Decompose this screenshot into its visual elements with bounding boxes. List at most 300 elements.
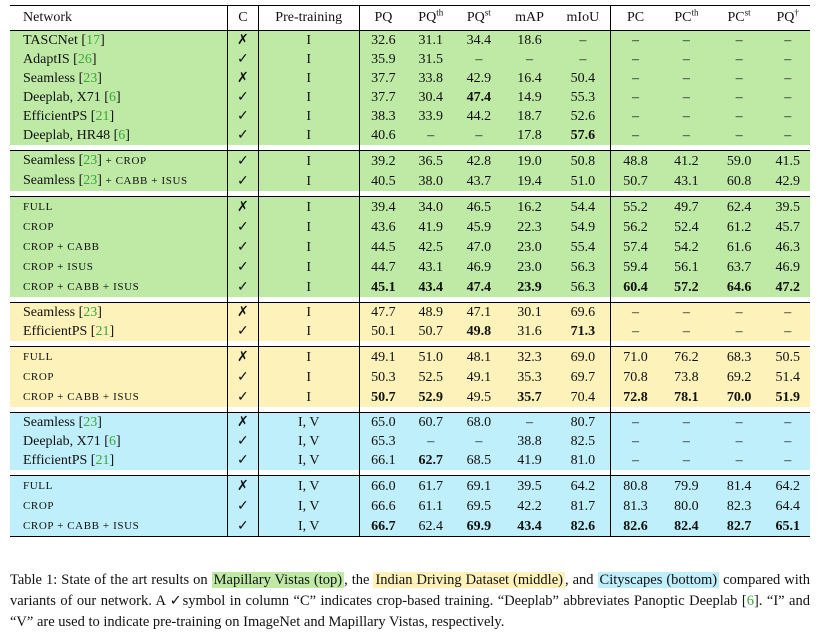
metric-cell: 60.7	[407, 413, 455, 433]
metric-cell: 43.7	[455, 171, 504, 191]
citation-link[interactable]: 6	[108, 434, 116, 449]
network-name: Seamless	[23, 173, 76, 188]
table-row	[10, 303, 810, 323]
metric-cell: 50.3	[359, 367, 407, 387]
pretraining-cell: I, V	[258, 516, 359, 537]
metric-cell: 44.2	[455, 107, 504, 126]
metric-cell: 69.6	[556, 303, 611, 323]
metric-cell: –	[765, 107, 810, 126]
crop-check-icon: ✓	[228, 451, 258, 470]
table-row	[10, 322, 810, 341]
metric-cell: 82.4	[660, 516, 713, 537]
metric-cell: 41.9	[407, 217, 455, 237]
metric-cell: 37.7	[359, 88, 407, 107]
metric-cell: –	[503, 413, 556, 433]
table-row	[10, 50, 810, 69]
metric-cell: –	[713, 413, 766, 433]
metric-cell: 51.0	[556, 171, 611, 191]
metric-cell: 19.0	[503, 151, 556, 172]
metric-cell: –	[660, 88, 713, 107]
metric-cell: 39.5	[503, 476, 556, 497]
pretraining-cell: I	[258, 347, 359, 368]
table-row	[10, 387, 810, 407]
metric-cell: 71.0	[610, 347, 660, 368]
metric-cell: 47.4	[455, 277, 504, 297]
metric-cell: 52.9	[407, 387, 455, 407]
table-row	[10, 151, 810, 172]
column-header-11	[765, 6, 810, 31]
metric-cell: 31.1	[407, 31, 455, 51]
metric-cell: 62.4	[713, 197, 766, 218]
metric-cell: 78.1	[660, 387, 713, 407]
table-row	[10, 257, 810, 277]
metric-cell: –	[765, 88, 810, 107]
column-header-1	[228, 6, 258, 31]
column-header-superscript: th	[436, 7, 444, 18]
metric-cell: 50.8	[556, 151, 611, 172]
pretraining-cell: I	[258, 69, 359, 88]
metric-cell: 50.7	[359, 387, 407, 407]
metric-cell: 52.5	[407, 367, 455, 387]
column-header-superscript: †	[794, 7, 799, 18]
metric-cell: –	[660, 50, 713, 69]
metric-cell: 23.9	[503, 277, 556, 297]
metric-cell: –	[455, 126, 504, 145]
metric-cell: 52.6	[556, 107, 611, 126]
metric-cell: 31.5	[407, 50, 455, 69]
metric-cell: 59.0	[713, 151, 766, 172]
network-cell	[10, 387, 228, 407]
metric-cell: –	[660, 107, 713, 126]
network-name: CROP + ISUS	[23, 261, 94, 273]
table-row	[10, 516, 810, 537]
table-row	[10, 451, 810, 470]
network-cell: Seamless [23] + CROP	[10, 151, 228, 172]
pretraining-cell: I	[258, 303, 359, 323]
metric-cell: 34.4	[455, 31, 504, 51]
metric-cell: 42.9	[455, 69, 504, 88]
crop-cross-icon: ✗	[228, 31, 258, 51]
metric-cell: 43.1	[407, 257, 455, 277]
caption-highlight-cityscapes: Cityscapes (bottom)	[599, 572, 718, 588]
metric-cell: 44.5	[359, 237, 407, 257]
pretraining-cell: I	[258, 322, 359, 341]
table-row	[10, 237, 810, 257]
crop-check-icon: ✓	[228, 367, 258, 387]
caption-citation[interactable]: 6	[746, 593, 754, 609]
metric-cell: 18.6	[503, 31, 556, 51]
metric-cell: –	[610, 451, 660, 470]
caption-part-1: Table 1: State of the art results on	[10, 572, 208, 588]
metric-cell: –	[660, 322, 713, 341]
caption-part-5: ]. “I” and “V” are used to indicate pre-training on ImageNet and Mapillary Vistas, respectively.	[10, 593, 810, 630]
metric-cell: 48.8	[610, 151, 660, 172]
column-header-label: PC	[626, 10, 645, 25]
metric-cell: –	[610, 303, 660, 323]
pretraining-cell: I	[258, 107, 359, 126]
metric-cell: 38.0	[407, 171, 455, 191]
table-row	[10, 107, 810, 126]
metric-cell: 54.4	[556, 197, 611, 218]
caption-highlight-idd: Indian Driving Dataset (middle)	[375, 572, 563, 588]
metric-cell: –	[765, 413, 810, 433]
metric-cell: 61.1	[407, 496, 455, 516]
metric-cell: 65.0	[359, 413, 407, 433]
metric-cell: –	[556, 31, 611, 51]
metric-cell: –	[407, 432, 455, 451]
metric-cell: 47.1	[455, 303, 504, 323]
column-header-2	[258, 6, 359, 31]
crop-cross-icon: ✗	[228, 476, 258, 497]
pretraining-cell: I, V	[258, 451, 359, 470]
metric-cell: 69.7	[556, 367, 611, 387]
metric-cell: 69.5	[455, 496, 504, 516]
metric-cell: –	[713, 303, 766, 323]
metric-cell: 38.8	[503, 432, 556, 451]
column-header-0	[10, 6, 228, 31]
caption-part-2: , the	[344, 572, 370, 588]
metric-cell: 45.9	[455, 217, 504, 237]
citation-link[interactable]: 6	[108, 90, 116, 105]
column-header-label: PC	[727, 10, 745, 25]
table-row	[10, 277, 810, 297]
metric-cell: 47.4	[455, 88, 504, 107]
metric-cell: 45.1	[359, 277, 407, 297]
network-name: EfficientPS	[23, 109, 88, 124]
table-row	[10, 347, 810, 368]
metric-cell: 80.8	[610, 476, 660, 497]
network-name: EfficientPS	[23, 453, 88, 468]
metric-cell: 49.5	[455, 387, 504, 407]
crop-check-icon: ✓	[228, 171, 258, 191]
metric-cell: –	[610, 69, 660, 88]
metric-cell: 50.7	[407, 322, 455, 341]
table-body	[10, 31, 810, 537]
citation-link[interactable]: 17	[86, 33, 101, 48]
metric-cell: 45.7	[765, 217, 810, 237]
metric-cell: 50.4	[556, 69, 611, 88]
metric-cell: 54.9	[556, 217, 611, 237]
caption-highlight-mapillary: Mapillary Vistas (top)	[213, 572, 343, 588]
pretraining-cell: I	[258, 171, 359, 191]
metric-cell: –	[503, 50, 556, 69]
citation-link[interactable]: 23	[83, 71, 98, 86]
metric-cell: –	[660, 303, 713, 323]
network-name: CROP	[23, 500, 55, 512]
network-cell	[10, 197, 228, 218]
metric-cell: 64.4	[765, 496, 810, 516]
metric-cell: 43.1	[660, 171, 713, 191]
metric-cell: 46.9	[765, 257, 810, 277]
table-header-row	[10, 6, 810, 31]
column-header-label: C	[238, 10, 248, 25]
table-row	[10, 197, 810, 218]
table-row	[10, 217, 810, 237]
results-table-container	[10, 5, 810, 537]
metric-cell: 49.1	[359, 347, 407, 368]
network-name: CROP	[23, 371, 55, 383]
metric-cell: 19.4	[503, 171, 556, 191]
metric-cell: 57.6	[556, 126, 611, 145]
metric-cell: 41.5	[765, 151, 810, 172]
metric-cell: 64.6	[713, 277, 766, 297]
metric-cell: 23.0	[503, 257, 556, 277]
metric-cell: –	[713, 451, 766, 470]
crop-check-icon: ✓	[228, 277, 258, 297]
metric-cell: 81.4	[713, 476, 766, 497]
metric-cell: –	[660, 413, 713, 433]
pretraining-cell: I	[258, 277, 359, 297]
crop-cross-icon: ✗	[228, 197, 258, 218]
network-cell	[10, 476, 228, 497]
citation-link[interactable]: 21	[95, 453, 110, 468]
crop-cross-icon: ✗	[228, 303, 258, 323]
column-header-superscript: st	[744, 7, 751, 18]
metric-cell: 48.9	[407, 303, 455, 323]
pretraining-cell: I	[258, 237, 359, 257]
metric-cell: 47.2	[765, 277, 810, 297]
network-name: Seamless	[23, 71, 76, 86]
crop-cross-icon: ✗	[228, 347, 258, 368]
metric-cell: –	[660, 69, 713, 88]
metric-cell: –	[765, 322, 810, 341]
metric-cell: –	[713, 69, 766, 88]
crop-check-icon: ✓	[228, 496, 258, 516]
network-cell	[10, 367, 228, 387]
metric-cell: 50.1	[359, 322, 407, 341]
network-cell: EfficientPS [21]	[10, 107, 228, 126]
crop-check-icon: ✓	[228, 151, 258, 172]
column-header-label: PQ	[776, 10, 795, 25]
metric-cell: 41.9	[503, 451, 556, 470]
metric-cell: 40.6	[359, 126, 407, 145]
metric-cell: 46.9	[455, 257, 504, 277]
metric-cell: 55.4	[556, 237, 611, 257]
metric-cell: 48.1	[455, 347, 504, 368]
column-header-4	[407, 6, 455, 31]
column-header-9	[660, 6, 713, 31]
metric-cell: 68.5	[455, 451, 504, 470]
citation-link[interactable]: 23	[83, 153, 98, 168]
metric-cell: 31.6	[503, 322, 556, 341]
metric-cell: 50.5	[765, 347, 810, 368]
citation-link[interactable]: 23	[83, 305, 98, 320]
network-name: Deeplab, HR48	[23, 128, 111, 143]
column-header-label: Pre-training	[275, 10, 343, 25]
crop-check-icon: ✓	[228, 88, 258, 107]
metric-cell: –	[660, 432, 713, 451]
metric-cell: 66.6	[359, 496, 407, 516]
metric-cell: 23.0	[503, 237, 556, 257]
metric-cell: 49.8	[455, 322, 504, 341]
metric-cell: 82.5	[556, 432, 611, 451]
metric-cell: 79.9	[660, 476, 713, 497]
metric-cell: 59.4	[610, 257, 660, 277]
citation-link[interactable]: 26	[77, 52, 92, 67]
network-cell	[10, 277, 228, 297]
network-name: CROP + CABB + ISUS	[23, 520, 140, 532]
crop-check-icon: ✓	[228, 107, 258, 126]
metric-cell: 39.4	[359, 197, 407, 218]
metric-cell: 57.4	[610, 237, 660, 257]
pretraining-cell: I	[258, 50, 359, 69]
metric-cell: 30.1	[503, 303, 556, 323]
metric-cell: 61.2	[713, 217, 766, 237]
column-header-label: PC	[674, 10, 692, 25]
citation-link[interactable]: 23	[83, 415, 98, 430]
metric-cell: 82.6	[610, 516, 660, 537]
metric-cell: 66.7	[359, 516, 407, 537]
network-cell: EfficientPS [21]	[10, 451, 228, 470]
network-cell: Deeplab, X71 [6]	[10, 88, 228, 107]
metric-cell: 51.4	[765, 367, 810, 387]
metric-cell: –	[660, 126, 713, 145]
metric-cell: 73.8	[660, 367, 713, 387]
metric-cell: 60.4	[610, 277, 660, 297]
metric-cell: 43.4	[407, 277, 455, 297]
network-variant: + CABB + ISUS	[105, 175, 188, 187]
metric-cell: 35.9	[359, 50, 407, 69]
citation-link[interactable]: 23	[83, 173, 98, 188]
metric-cell: 34.0	[407, 197, 455, 218]
metric-cell: 61.6	[713, 237, 766, 257]
metric-cell: 80.0	[660, 496, 713, 516]
pretraining-cell: I, V	[258, 476, 359, 497]
metric-cell: 47.0	[455, 237, 504, 257]
network-name: Seamless	[23, 415, 76, 430]
table-row	[10, 126, 810, 145]
network-cell: Seamless [23]	[10, 413, 228, 433]
network-name: TASCNet	[23, 33, 78, 48]
metric-cell: 51.0	[407, 347, 455, 368]
crop-check-icon: ✓	[228, 387, 258, 407]
metric-cell: 60.8	[713, 171, 766, 191]
network-name: CROP + CABB + ISUS	[23, 391, 140, 403]
metric-cell: 81.0	[556, 451, 611, 470]
column-header-label: PQ	[418, 10, 437, 25]
metric-cell: 37.7	[359, 69, 407, 88]
metric-cell: 50.7	[610, 171, 660, 191]
metric-cell: 30.4	[407, 88, 455, 107]
metric-cell: –	[610, 413, 660, 433]
metric-cell: 76.2	[660, 347, 713, 368]
column-header-3	[359, 6, 407, 31]
metric-cell: 69.9	[455, 516, 504, 537]
pretraining-cell: I	[258, 88, 359, 107]
metric-cell: 56.2	[610, 217, 660, 237]
metric-cell: 68.3	[713, 347, 766, 368]
column-header-superscript: st	[484, 7, 491, 18]
metric-cell: 42.2	[503, 496, 556, 516]
network-name: AdaptIS	[23, 52, 70, 67]
column-header-superscript: th	[691, 7, 699, 18]
metric-cell: 42.8	[455, 151, 504, 172]
column-header-label: mAP	[515, 10, 544, 25]
metric-cell: 56.3	[556, 257, 611, 277]
metric-cell: 51.9	[765, 387, 810, 407]
metric-cell: 66.1	[359, 451, 407, 470]
metric-cell: –	[765, 126, 810, 145]
metric-cell: 81.3	[610, 496, 660, 516]
crop-check-icon: ✓	[228, 322, 258, 341]
metric-cell: 42.9	[765, 171, 810, 191]
crop-cross-icon: ✗	[228, 413, 258, 433]
metric-cell: –	[765, 69, 810, 88]
metric-cell: 46.5	[455, 197, 504, 218]
network-name: FULL	[23, 351, 53, 363]
metric-cell: –	[610, 126, 660, 145]
pretraining-cell: I	[258, 387, 359, 407]
metric-cell: 32.6	[359, 31, 407, 51]
column-header-label: PQ	[466, 10, 485, 25]
metric-cell: –	[455, 432, 504, 451]
pretraining-cell: I	[258, 31, 359, 51]
metric-cell: 64.2	[765, 476, 810, 497]
metric-cell: 41.2	[660, 151, 713, 172]
metric-cell: –	[556, 50, 611, 69]
metric-cell: –	[713, 432, 766, 451]
metric-cell: 39.5	[765, 197, 810, 218]
citation-link[interactable]: 21	[95, 109, 110, 124]
crop-cross-icon: ✗	[228, 69, 258, 88]
metric-cell: 56.3	[556, 277, 611, 297]
metric-cell: 38.3	[359, 107, 407, 126]
metric-cell: 22.3	[503, 217, 556, 237]
network-name: CROP + CABB + ISUS	[23, 281, 140, 293]
metric-cell: –	[610, 432, 660, 451]
pretraining-cell: I, V	[258, 432, 359, 451]
metric-cell: 61.7	[407, 476, 455, 497]
metric-cell: 35.7	[503, 387, 556, 407]
citation-link[interactable]: 21	[95, 324, 110, 339]
citation-link[interactable]: 6	[118, 128, 126, 143]
metric-cell: –	[660, 451, 713, 470]
column-header-7	[556, 6, 611, 31]
metric-cell: –	[610, 50, 660, 69]
metric-cell: 65.1	[765, 516, 810, 537]
metric-cell: –	[765, 432, 810, 451]
pretraining-cell: I, V	[258, 413, 359, 433]
network-cell	[10, 217, 228, 237]
metric-cell: 39.2	[359, 151, 407, 172]
metric-cell: –	[455, 50, 504, 69]
table-row	[10, 367, 810, 387]
metric-cell: 43.6	[359, 217, 407, 237]
metric-cell: –	[765, 31, 810, 51]
metric-cell: 69.2	[713, 367, 766, 387]
metric-cell: 57.2	[660, 277, 713, 297]
metric-cell: 16.2	[503, 197, 556, 218]
metric-cell: –	[765, 451, 810, 470]
metric-cell: 36.5	[407, 151, 455, 172]
network-name: CROP + CABB	[23, 241, 100, 253]
metric-cell: –	[765, 303, 810, 323]
metric-cell: 40.5	[359, 171, 407, 191]
network-cell	[10, 347, 228, 368]
network-name: Deeplab, X71	[23, 434, 101, 449]
metric-cell: 14.9	[503, 88, 556, 107]
column-header-10	[713, 6, 766, 31]
metric-cell: –	[713, 31, 766, 51]
table-row	[10, 413, 810, 433]
metric-cell: 62.4	[407, 516, 455, 537]
crop-check-icon: ✓	[228, 237, 258, 257]
network-cell: TASCNet [17]	[10, 31, 228, 51]
metric-cell: 55.3	[556, 88, 611, 107]
metric-cell: –	[610, 322, 660, 341]
table-row	[10, 31, 810, 51]
caption-part-3: , and	[564, 572, 594, 588]
